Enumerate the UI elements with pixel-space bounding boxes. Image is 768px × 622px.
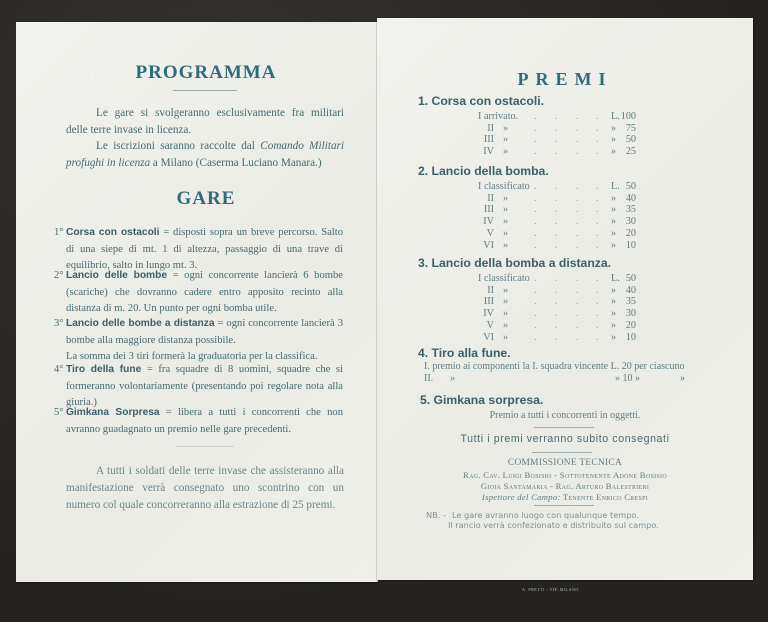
leader-dot: .	[576, 227, 579, 239]
leader-dot: .	[555, 204, 558, 216]
leader-dot: .	[596, 273, 599, 284]
prize-amount: 10	[625, 239, 636, 251]
leader-dot: .	[576, 331, 579, 343]
leader-dot: .	[534, 216, 537, 228]
prize-amount: 40	[625, 192, 636, 204]
prize-rank: V	[486, 227, 494, 239]
leader-dot: .	[576, 273, 579, 284]
ditto-mark: »	[503, 204, 509, 216]
leader-dot: .	[555, 239, 558, 251]
prize-rank: I arrivato.	[478, 111, 519, 122]
leader-dot: .	[576, 308, 579, 320]
leader-dot: .	[555, 192, 558, 204]
notice: Tutti i premi verranno subito consegnati	[460, 433, 670, 445]
leader-dot: .	[596, 122, 599, 134]
ditto-mark: »	[450, 373, 455, 384]
leader-dot: .	[534, 227, 537, 239]
leader-dot: .	[596, 111, 599, 122]
prize-rank: VI	[483, 239, 494, 251]
prize-currency: »	[611, 308, 617, 320]
leader-dot: .	[576, 111, 579, 122]
gare-item: 3° Lancio delle bombe a distanza = ogni concorrente lancierà 3 bombe alla maggiore distanza possibile. La somma dei 3 tiri formerà la graduatoria per la classifica.	[54, 318, 343, 362]
leader-dot: .	[555, 181, 558, 192]
premi-title: PREMI	[517, 69, 613, 89]
prize-rank: II	[487, 192, 494, 204]
leader-dot: .	[534, 181, 537, 192]
leader-dot: .	[576, 296, 579, 308]
leader-dot: .	[534, 111, 537, 122]
prize-currency: »	[611, 239, 617, 251]
ditto-mark: »	[503, 296, 509, 308]
leader-dot: .	[555, 331, 558, 343]
leader-dot: .	[596, 227, 599, 239]
prize-rank: I classificato	[478, 181, 530, 192]
divider	[534, 427, 594, 428]
prize-currency: »	[611, 296, 617, 308]
leader-dot: .	[534, 284, 537, 296]
gare-item: 1° Corsa con ostacoli = disposti sopra un breve percorso. Salto di una siepe di mt. 1 di altezza, passaggio di una trave di equilibrio, salto in lungo mt. 3.	[54, 227, 343, 271]
leader-dot: .	[534, 239, 537, 251]
leader-dot: .	[534, 296, 537, 308]
prize-currency: »	[611, 192, 617, 204]
gare-item: 2° Lancio delle bombe = ogni concorrente lancierà 6 bombe (scariche) che dovranno cadere entro apposito recinto alla distanza di m. 20. Un punto per ogni bomba utile.	[54, 270, 344, 314]
gare-title: GARE	[176, 188, 236, 209]
prize-amount: 100	[620, 111, 636, 122]
leader-dot: .	[596, 319, 599, 331]
prize-rank: IV	[483, 216, 494, 228]
ditto-mark: »	[503, 192, 509, 204]
prize-rank: IV	[483, 308, 494, 320]
leader-dot: .	[534, 192, 537, 204]
leader-dot: .	[576, 239, 579, 251]
leader-dot: .	[596, 181, 599, 192]
closing-paragraph: A tutti i soldati delle terre invase che assisteranno alla manifestazione verrà consegnato uno scontrino con un numero col quale concorreranno alla estrazione di 25 premi.	[66, 465, 344, 511]
tiro-fune-rank-2: II.	[424, 373, 434, 384]
leader-dot: .	[555, 308, 558, 320]
leader-dot: .	[596, 308, 599, 320]
leader-dot: .	[596, 296, 599, 308]
commissione-members-1: Rag. Cav. Luigi Bosisio - Sottotenente Adone Bosisio	[463, 470, 667, 480]
prize-currency: »	[611, 284, 617, 296]
prize-currency: »	[611, 227, 617, 239]
prize-rank: III	[483, 134, 494, 146]
gimkana-prize: Premio a tutti i concorrenti in oggetti.	[489, 410, 641, 421]
leader-dot: .	[576, 216, 579, 228]
leader-dot: .	[555, 284, 558, 296]
leader-dot: .	[555, 296, 558, 308]
prize-rank: IV	[483, 146, 494, 158]
leader-dot: .	[555, 216, 558, 228]
prize-rank: V	[486, 319, 494, 331]
leader-dot: .	[576, 134, 579, 146]
ditto-mark: »	[503, 134, 509, 146]
leader-dot: .	[596, 331, 599, 343]
tiro-fune-line-1: I. premio ai componenti la I. squadra vincente L. 20 per ciascuno	[424, 361, 685, 372]
tiro-fune-amount-2: » 10 »	[615, 373, 640, 384]
prize-currency: »	[611, 331, 617, 343]
leader-dot: .	[534, 146, 537, 158]
leader-dot: .	[576, 204, 579, 216]
divider	[534, 505, 594, 506]
leader-dot: .	[534, 273, 537, 284]
nb-line-1: Le gare avranno luogo con qualunque tempo.	[452, 510, 639, 520]
prize-amount: 40	[625, 284, 636, 296]
leader-dot: .	[596, 216, 599, 228]
leader-dot: .	[596, 239, 599, 251]
leader-dot: .	[576, 192, 579, 204]
ditto-mark: »	[503, 284, 509, 296]
ispettore-line: Ispettore del Campo: Tenente Enrico Crespi	[481, 492, 649, 502]
leader-dot: .	[534, 319, 537, 331]
prize-rank: I classificato	[478, 273, 530, 284]
prize-currency: »	[611, 122, 617, 134]
leader-dot: .	[576, 122, 579, 134]
leader-dot: .	[596, 284, 599, 296]
divider	[532, 452, 592, 453]
leader-dot: .	[555, 273, 558, 284]
prize-currency: L.	[611, 181, 620, 192]
programma-paragraph-1: Le gare si svolgeranno esclusivamente fra militari delle terre invase in licenza.	[66, 107, 344, 136]
prize-rank: II	[487, 122, 494, 134]
ditto-mark: »	[680, 373, 685, 384]
leader-dot: .	[576, 146, 579, 158]
prize-currency: »	[611, 134, 617, 146]
prize-rank: II	[487, 284, 494, 296]
prize-section-heading: 2. Lancio della bomba.	[418, 164, 549, 178]
leader-dot: .	[555, 134, 558, 146]
prize-rank: III	[483, 204, 494, 216]
leader-dot: .	[534, 134, 537, 146]
prize-rank: VI	[483, 331, 494, 343]
divider	[176, 446, 234, 447]
programma-title: PROGRAMMA	[135, 62, 277, 83]
leader-dot: .	[555, 111, 558, 122]
prize-amount: 75	[625, 122, 636, 134]
divider	[173, 90, 237, 91]
leader-dot: .	[534, 122, 537, 134]
prize-amount: 25	[625, 146, 636, 158]
ditto-mark: »	[503, 122, 509, 134]
commissione-members-2: Gioia Santamaria - Rag. Arturo Balestrieri	[480, 481, 650, 491]
prize-currency: »	[611, 319, 617, 331]
prize-section-heading: 3. Lancio della bomba a distanza.	[418, 256, 612, 270]
leader-dot: .	[555, 227, 558, 239]
ditto-mark: »	[503, 319, 509, 331]
nb-line-2: Il rancio verrà confezionato e distribuito sul campo.	[448, 520, 659, 530]
ditto-mark: »	[503, 308, 509, 320]
prize-currency: »	[611, 146, 617, 158]
prize-currency: L.	[611, 111, 620, 122]
prize-amount: 50	[625, 181, 636, 192]
commissione-title: COMMISSIONE TECNICA	[507, 458, 623, 468]
leader-dot: .	[596, 204, 599, 216]
prize-amount: 50	[625, 273, 636, 284]
prize-amount: 10	[625, 331, 636, 343]
leader-dot: .	[576, 284, 579, 296]
prize-amount: 30	[625, 308, 636, 320]
leader-dot: .	[534, 331, 537, 343]
prize-amount: 35	[625, 296, 636, 308]
show-through-text: · · · · · ·	[74, 70, 111, 79]
ditto-mark: »	[503, 216, 509, 228]
leader-dot: .	[555, 319, 558, 331]
prize-section-heading: 1. Corsa con ostacoli.	[418, 94, 544, 108]
leader-dot: .	[555, 146, 558, 158]
leader-dot: .	[534, 204, 537, 216]
leader-dot: .	[576, 181, 579, 192]
gare-item: 4° Tiro della fune = fra squadre di 8 uomini, squadre che si formeranno volontariamente (presentando poi regolare nota alla giuria.)	[54, 364, 343, 408]
ditto-mark: »	[503, 146, 509, 158]
prize-amount: 20	[625, 227, 636, 239]
prize-amount: 35	[625, 204, 636, 216]
leader-dot: .	[555, 122, 558, 134]
programma-paragraph-2: Le iscrizioni saranno raccolte dal Comando Militari profughi in licenza a Milano (Caserma Luciano Manara.)	[66, 140, 344, 169]
leader-dot: .	[596, 192, 599, 204]
ditto-mark: »	[503, 239, 509, 251]
prize-currency: »	[611, 204, 617, 216]
prize-currency: L.	[611, 273, 620, 284]
ditto-mark: »	[503, 331, 509, 343]
nb-label: NB. -	[426, 510, 446, 520]
leader-dot: .	[534, 308, 537, 320]
leader-dot: .	[596, 134, 599, 146]
ditto-mark: »	[503, 227, 509, 239]
leader-dot: .	[576, 319, 579, 331]
leader-dot: .	[596, 146, 599, 158]
gare-item: 5° Gimkana Sorpresa = libera a tutti i concorrenti che non avranno guadagnato un premio nelle gare precedenti.	[54, 407, 343, 435]
printer-imprint: A. PRETTI - TIP. MILANO	[522, 587, 579, 592]
prize-amount: 30	[625, 216, 636, 228]
prize-amount: 50	[625, 134, 636, 146]
prize-rank: III	[483, 296, 494, 308]
prize-currency: »	[611, 216, 617, 228]
prize-section-heading: 5. Gimkana sorpresa.	[420, 393, 544, 407]
prize-amount: 20	[625, 319, 636, 331]
prize-section-heading: 4. Tiro alla fune.	[418, 346, 511, 360]
